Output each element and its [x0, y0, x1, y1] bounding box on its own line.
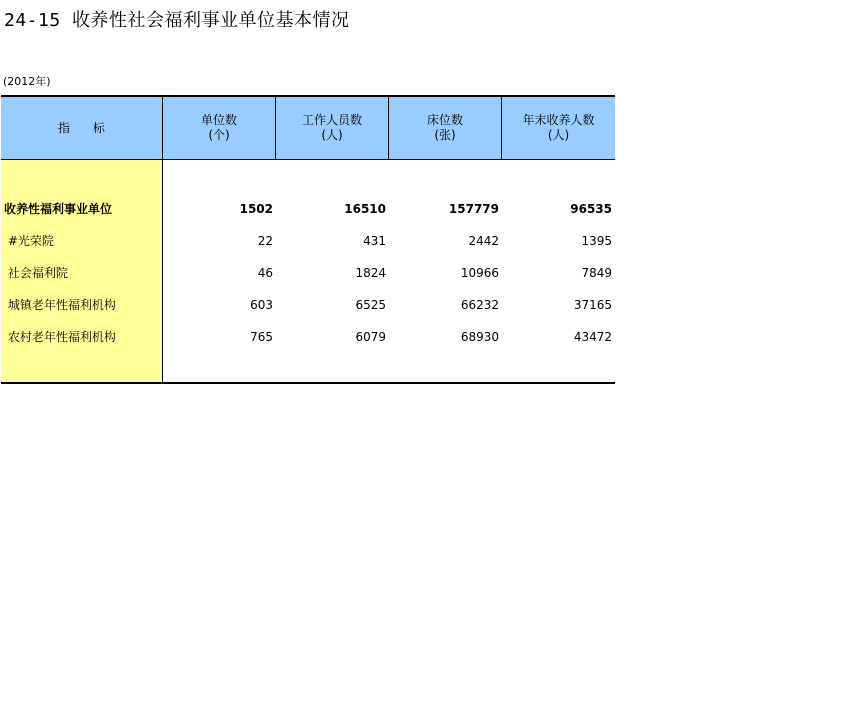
table-row [1, 231, 615, 251]
cell-staff: 6079 [355, 330, 386, 344]
cell-beds: 68930 [460, 330, 499, 344]
header-units-label: 单位数 [200, 113, 237, 127]
cell-residents: 96535 [570, 202, 612, 216]
data-table [1, 95, 615, 384]
header-staff-label: 工作人员数 [301, 113, 362, 127]
table-row [1, 263, 615, 283]
cell-units: 1502 [239, 202, 273, 216]
header-residents [502, 97, 615, 160]
cell-residents: 37165 [573, 298, 612, 312]
row-label: 农村老年性福利机构 [4, 330, 116, 344]
cell-beds: 157779 [448, 202, 499, 216]
row-label: 社会福利院 [4, 266, 68, 280]
row-label: 城镇老年性福利机构 [4, 298, 116, 312]
header-indicator [1, 97, 163, 160]
header-residents-label: 年末收养人数 [522, 113, 595, 127]
table-row [1, 327, 615, 347]
table-row [1, 199, 615, 219]
header-beds [389, 97, 502, 160]
cell-staff: 1824 [355, 266, 386, 280]
cell-beds: 2442 [468, 234, 499, 248]
year-note: (2012年) [3, 75, 51, 88]
header-beds-unit: (张) [434, 128, 456, 142]
cell-units: 765 [250, 330, 273, 344]
header-beds-label: 床位数 [426, 113, 463, 127]
header-staff [276, 97, 389, 160]
cell-units: 603 [250, 298, 273, 312]
table-row [1, 295, 615, 315]
header-units-unit: (个) [208, 128, 230, 142]
page-title: 24-15 收养性社会福利事业单位基本情况 [4, 10, 350, 31]
cell-residents: 7849 [581, 266, 612, 280]
header-staff-unit: (人) [321, 128, 343, 142]
cell-residents: 1395 [581, 234, 612, 248]
header-units [163, 97, 276, 160]
cell-beds: 66232 [460, 298, 499, 312]
header-residents-unit: (人) [547, 128, 570, 142]
cell-beds: 10966 [460, 266, 499, 280]
cell-staff: 431 [363, 234, 386, 248]
cell-residents: 43472 [573, 330, 612, 344]
row-label: 收养性福利事业单位 [4, 202, 113, 216]
row-label: #光荣院 [4, 234, 54, 248]
cell-units: 22 [257, 234, 273, 248]
table-bottom-border [1, 382, 615, 384]
cell-units: 46 [257, 266, 273, 280]
cell-staff: 16510 [344, 202, 386, 216]
cell-staff: 6525 [355, 298, 386, 312]
header-indicator-label: 指 标 [58, 120, 105, 135]
